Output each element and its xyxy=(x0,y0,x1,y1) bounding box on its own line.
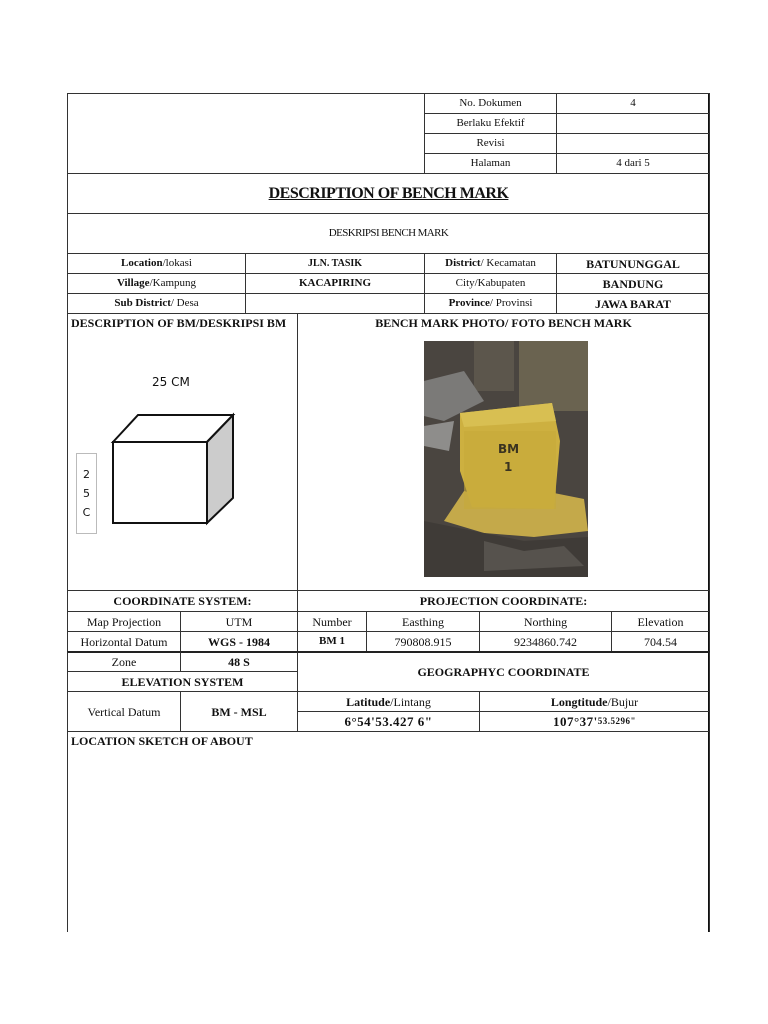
projection-elevation: 704.54 xyxy=(611,631,710,652)
latitude-label xyxy=(297,691,480,712)
col-easting-header: Easthing xyxy=(366,611,480,632)
geographic-heading: GEOGRAPHYC COORDINATE xyxy=(297,651,710,692)
province-label xyxy=(424,293,557,314)
col-number-header: Number xyxy=(297,611,367,632)
col-elevation-header: Elevation xyxy=(611,611,710,632)
vertical-label-char: C xyxy=(82,506,91,519)
berlaku-value xyxy=(556,113,710,134)
district-value: BATUNUNGGAL xyxy=(556,253,710,274)
title-row xyxy=(67,173,710,214)
location-label-rest: /lokasi xyxy=(162,257,192,269)
halaman-value: 4 dari 5 xyxy=(556,153,710,174)
province-label-bold: Province xyxy=(448,297,490,309)
map-projection-label: Map Projection xyxy=(67,611,181,632)
vertical-datum-label: Vertical Datum xyxy=(67,691,181,732)
projection-northing: 9234860.742 xyxy=(479,631,612,652)
description-heading: DESCRIPTION OF BM/DESKRIPSI BM xyxy=(71,316,287,330)
revisi-label: Revisi xyxy=(424,133,557,154)
village-label xyxy=(67,273,246,294)
bench-mark-photo-illustration xyxy=(424,341,588,577)
photo-heading: BENCH MARK PHOTO/ FOTO BENCH MARK xyxy=(375,316,632,330)
berlaku-label: Berlaku Efektif xyxy=(424,113,557,134)
zone-label: Zone xyxy=(67,651,181,672)
location-sketch-section xyxy=(67,731,710,932)
latitude-value: 6°54'53.427 6" xyxy=(297,711,480,732)
vertical-label-char: 5 xyxy=(83,487,90,500)
zone-value: 48 S xyxy=(180,651,298,672)
location-value: JLN. TASIK xyxy=(245,253,425,274)
vertical-label-char: 2 xyxy=(83,468,90,481)
subdistrict-label xyxy=(67,293,246,314)
village-label-rest: /Kampung xyxy=(149,277,197,289)
location-label xyxy=(67,253,246,274)
latitude-label-bold: Latitude xyxy=(346,694,391,709)
horizontal-datum-label: Horizontal Datum xyxy=(67,631,181,652)
subdistrict-label-bold: Sub District xyxy=(114,297,171,309)
vertical-datum-value: BM - MSL xyxy=(180,691,298,732)
page-subtitle: DESKRIPSI BENCH MARK xyxy=(67,213,710,254)
longitude-label-bold: Longtitude xyxy=(550,694,608,709)
photo-marker-number: 1 xyxy=(504,460,513,474)
longitude-label-rest: /Bujur xyxy=(607,694,639,709)
longitude-value xyxy=(479,711,710,732)
village-value: KACAPIRING xyxy=(245,273,425,294)
city-label: City/Kabupaten xyxy=(424,273,557,294)
location-label-bold: Location xyxy=(121,257,163,269)
province-label-rest: / Provinsi xyxy=(489,297,533,309)
col-northing-header: Northing xyxy=(479,611,612,632)
vertical-size-label xyxy=(76,453,97,534)
header-logo-area xyxy=(67,93,425,174)
district-label xyxy=(424,253,557,274)
revisi-value xyxy=(556,133,710,154)
location-sketch-heading: LOCATION SKETCH OF ABOUT xyxy=(71,734,253,748)
district-label-bold: District xyxy=(445,257,481,269)
longitude-value-seconds: 53.5296" xyxy=(597,716,637,726)
latitude-label-rest: /Lintang xyxy=(390,694,431,709)
longitude-label xyxy=(479,691,710,712)
page-title: DESCRIPTION OF BENCH MARK xyxy=(268,184,509,202)
map-projection-value: UTM xyxy=(180,611,298,632)
elevation-system-heading: ELEVATION SYSTEM xyxy=(67,671,298,692)
bench-mark-photo xyxy=(424,341,588,577)
horizontal-datum-value: WGS - 1984 xyxy=(180,631,298,652)
no-dokumen-value: 4 xyxy=(556,93,710,114)
halaman-label: Halaman xyxy=(424,153,557,174)
photo-marker-text: BM xyxy=(498,442,520,456)
size-label: 25 CM xyxy=(152,375,190,389)
cube-diagram-icon xyxy=(108,410,240,528)
coordinate-system-heading: COORDINATE SYSTEM: xyxy=(67,590,298,612)
projection-easting: 790808.915 xyxy=(366,631,480,652)
district-label-rest: / Kecamatan xyxy=(480,257,536,269)
longitude-value-main: 107°37' xyxy=(552,714,598,729)
projection-heading: PROJECTION COORDINATE: xyxy=(297,590,710,612)
province-value: JAWA BARAT xyxy=(556,293,710,314)
subdistrict-label-rest: / Desa xyxy=(170,297,199,309)
projection-number: BM 1 xyxy=(297,631,367,652)
village-label-bold: Village xyxy=(116,277,150,289)
no-dokumen-label: No. Dokumen xyxy=(424,93,557,114)
city-value: BANDUNG xyxy=(556,273,710,294)
subdistrict-value xyxy=(245,293,425,314)
